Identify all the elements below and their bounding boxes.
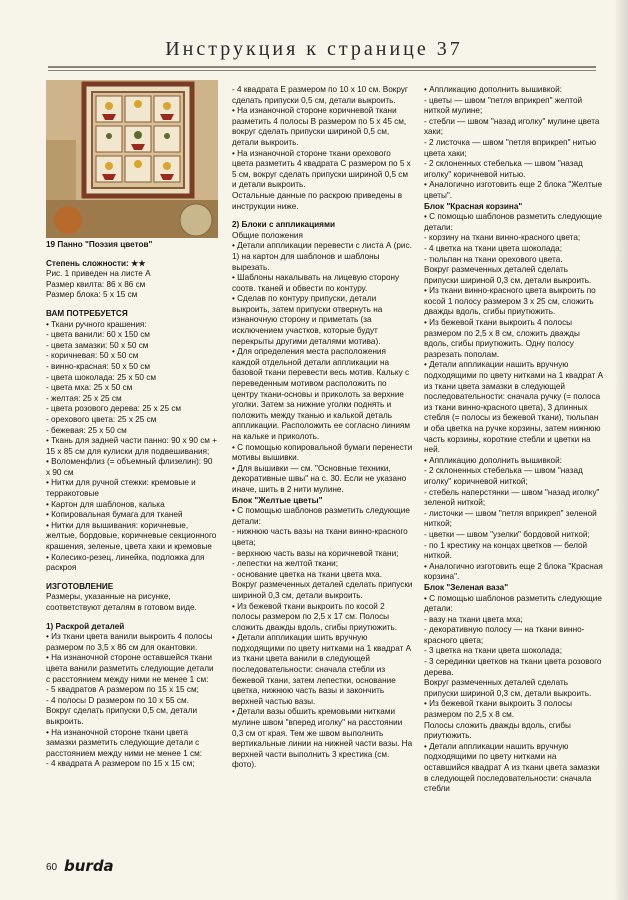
text-line: - желтая: 25 х 25 см — [46, 393, 122, 403]
title-divider — [48, 66, 596, 68]
section-heading: Степень сложности: ★★ — [46, 258, 146, 268]
text-line: • С помощью шаблонов разметить следующие детали: — [232, 506, 410, 526]
text-line: • Аналогично изготовить еще 2 блока "Красная корзина". — [424, 561, 603, 582]
text-line: - 4 квадрата А размером по 15 х 15 см; — [46, 759, 195, 769]
text-line: - винно-красная: 50 х 50 см — [46, 361, 150, 371]
text-line: - стебель наперстянки — швом "назад иголку" зеленой ниткой; — [424, 487, 600, 508]
spacer — [46, 614, 218, 622]
text-line: • Колесико-резец, линейка, подложка для раскроя — [46, 552, 205, 573]
text-line: • Воломенфлиз (= объемный флизелин): 90 х 90 см — [46, 457, 213, 477]
text-line: - цвета мха: 25 х 50 см — [46, 383, 133, 393]
text-line: - 3 цветка на ткани цвета шоколада; — [424, 646, 563, 656]
text-line: • Детали аппликации шить вручную подходящими по цвету нитками на 1 квадрат А из ткани цвета ванили в следующей последовательности: сначала стебли из бежевой ткани, затем лепестки, основание цветка, нижнюю часть вазы и закончить верхней частью вазы. — [232, 633, 412, 706]
text-line: - стебли — швом "назад иголку" мулине цвета хаки; — [424, 116, 600, 137]
text-line: - основание цветка на ткани цвета мха. — [232, 569, 382, 579]
section-heading: ИЗГОТОВЛЕНИЕ — [46, 581, 114, 591]
text-line: • Детали аппликации нашить вручную подходящими по цвету нитками на 1 квадрат А из ткани цвета замазки в следующей последовательности: сначала ручку (= полоса из ткани винно-красного цвета), 3 длинных стебля (= полосы из бежевой ткани), тюльпан и оба цветка на ручке корзины, затем нижнюю часть корзины, короткие стебли и цветки на ней. — [424, 360, 604, 455]
text-line: • Аппликацию дополнить вышивкой: — [424, 85, 562, 94]
text-line: • На изнаночной стороне коричневой ткани разметить 4 полосы В размером по 5 х 45 см, вокруг сделать припуски шириной 0,5 см, детали выкроить. — [232, 106, 407, 147]
text-line: - декоративную полосу — на ткани винно-красного цвета; — [424, 625, 585, 645]
text-line: • На изнаночной стороне оставшейся ткани цвета ванили разметить следующие детали с расстоянием между ними не менее 1 см: — [46, 653, 214, 684]
text-line: • Аналогично изготовить еще 2 блока "Желтые цветы". — [424, 180, 603, 200]
section-heading: 19 Панно "Поэзия цветов" — [46, 240, 153, 249]
text-line: - цвета розового дерева: 25 х 25 см — [46, 404, 182, 414]
section-heading: Блок "Желтые цветы" — [232, 495, 323, 505]
text-line: - 3 серединки цветков на ткани цвета розового дерева. — [424, 657, 602, 677]
text-line: - цветки — швом "узелки" бордовой ниткой; — [424, 529, 590, 539]
text-line: Вокруг размеченных деталей сделать припуски шириной 0,3 см, детали выкроить. — [424, 678, 592, 698]
text-line: • Для определения места расположения каждой отдельной детали аппликации на базовой ткани перевести весь мотив. Кальку с переведенным мотивом расположить по центру ткани-основы и приколоть за верхние уголки. Затем за нижние уголки поднять и положить между тканью и калькой деталь аппликации. Расположить ее согласно линиям на кальке и приколоть. — [232, 347, 410, 441]
text-line: - листочки — швом "петля вприкреп" зеленой ниткой; — [424, 508, 597, 529]
text-line: - 5 квадратов А размером по 15 х 15 см; — [46, 685, 199, 695]
text-line: Размер блока: 5 х 15 см — [46, 290, 138, 300]
text-line: • Сделав по контуру припуски, детали выкроить, затем припуски отвернуть на изнаночную сторону и приметать (за исключением участков, которые будут перекрыты другими деталями мотива). — [232, 294, 383, 346]
column-middle — [232, 85, 414, 771]
text-line: • На изнаночной стороне ткани цвета замазки разметить следующие детали с расстоянием между ними не менее 1 см: — [46, 727, 203, 758]
text-line: - тюльпан на ткани орехового цвета. — [424, 254, 563, 264]
text-line: • С помощью копировальной бумаги перенести мотивы вышивки. — [232, 442, 413, 463]
text-line: Остальные данные по раскрою приведены в инструкции ниже. — [232, 190, 403, 211]
column-right — [424, 85, 604, 795]
text-line: - 2 склоненных стебелька — швом "назад иголку" коричневой ниткой; — [424, 466, 583, 486]
text-line: • Копировальная бумага для тканей — [46, 510, 183, 520]
section-heading: ВАМ ПОТРЕБУЕТСЯ — [46, 308, 128, 318]
quilt-photo-image — [46, 80, 218, 238]
text-line: • Ткань для задней части панно: 90 х 90 см + 15 х 85 см для кулиски для подвешивания; — [46, 436, 217, 456]
section-heading: Блок "Красная корзина" — [424, 201, 523, 211]
text-line: - цветы — швом "петля вприкреп" желтой ниткой мулине; — [424, 95, 583, 116]
text-line: • Детали вазы обшить кремовыми нитками мулине швом "вперед иголку" на расстоянии 0,3 см от края. Тем же швом выполнить вертикальные линии на нижней части вазы. На верхней части выполнить 3 крестика (см. фото). — [232, 707, 413, 770]
text-line: • На изнаночной стороне ткани орехового цвета разметить 4 квадрата С размером по 5 х 5 см, вокруг сделать припуски шириной 0,5 см и детали выкроить. — [232, 148, 411, 190]
text-line: - вазу на ткани цвета мха; — [424, 614, 523, 624]
column-left — [46, 240, 218, 770]
text-line: • С помощью шаблонов разметить следующие детали: — [424, 593, 602, 614]
text-line: - 2 склоненных стебелька — швом "назад иголку" коричневой нитью. — [424, 159, 583, 179]
text-line: • С помощью шаблонов разметить следующие детали: — [424, 212, 602, 232]
section-heading: 1) Раскрой деталей — [46, 621, 125, 631]
text-line: • Из ткани цвета ванили выкроить 4 полосы размером по 3,5 х 86 см для окантовки. — [46, 632, 213, 652]
spacer — [46, 251, 218, 259]
text-line: • Шаблоны накалывать на лицевую сторону соотв. тканей и обвести по контуру. — [232, 273, 400, 293]
text-line: - верхнюю часть вазы на коричневой ткани; — [232, 548, 399, 558]
text-line: • Детали аппликации перевести с листа А (рис. 1) на картон для шаблонов и шаблоны вырезать. — [232, 241, 412, 272]
text-line: • Картон для шаблонов, калька — [46, 499, 165, 509]
text-line: • Аппликацию дополнить вышивкой: — [424, 455, 562, 465]
text-line: - по 1 крестику на концах цветков — белой ниткой. — [424, 540, 588, 561]
text-line: • Для вышивки — см. "Основные техники, декоративные швы" на с. 30. Если не указано иначе, шить в 2 нити мулине. — [232, 463, 407, 494]
text-line: - 4 квадрата Е размером по 10 х 10 см. Вокруг сделать припуски 0,5 см, детали выкроить. — [232, 85, 408, 105]
title-divider-thin — [48, 70, 596, 71]
text-line: Вокруг размеченных деталей сделать припуски шириной 0,3 см, детали выкроить. — [424, 265, 592, 285]
text-line: • Из бежевой ткани выкроить 3 полосы размером по 2,5 х 8 см. — [424, 699, 573, 720]
text-line: • Из бежевой ткани выкроить по косой 2 полосы размером по 2,5 х 17 см. Полосы сложить дважды вдоль, сгибы приутюжить. — [232, 601, 398, 632]
text-line: - цвета шоколада: 25 х 50 см — [46, 372, 156, 382]
page-number: 60 — [46, 862, 58, 873]
text-line: Размер квилта: 86 х 86 см — [46, 279, 146, 289]
text-line: - нижнюю часть вазы на ткани винно-красного цвета; — [232, 527, 408, 547]
text-line: - орехового цвета: 25 х 25 см — [46, 414, 157, 424]
text-line: - коричневая: 50 х 50 см — [46, 351, 139, 361]
text-line: • Нитки для вышивания: коричневые, желтые, бордовые, коричневые секционного крашения, зеленые, цвета хаки и кремовые — [46, 520, 217, 552]
page-fold-shadow — [614, 0, 628, 900]
text-line: Рис. 1 приведен на листе А — [46, 269, 151, 279]
text-line: Размеры, указанные на рисунке, соответствуют деталям в готовом виде. — [46, 592, 197, 612]
text-line: • Нитки для ручной стежки: кремовые и терракотовые — [46, 478, 196, 499]
spacer — [232, 212, 414, 220]
text-line: - 2 листочка — швом "петля вприкреп" нитью цвета хаки; — [424, 137, 597, 158]
text-line: - цвета замазки: 50 х 50 см — [46, 340, 149, 350]
text-line: - бежевая: 25 х 50 см — [46, 425, 127, 435]
text-line: - лепестки на желтой ткани; — [232, 559, 338, 569]
text-line: Полосы сложить дважды вдоль, сгибы приутюжить. — [424, 720, 571, 741]
text-line: - 4 цветка на ткани цвета шоколада; — [424, 243, 563, 253]
text-line: - корзину на ткани винно-красного цвета; — [424, 233, 581, 243]
brand-logo: burda — [64, 857, 114, 875]
text-line: Общие положения — [232, 230, 303, 240]
text-line: Вокруг размеченных деталей сделать припуски шириной 0,3 см, детали выкроить. — [232, 580, 413, 600]
page-title: Инструкция к странице 37 — [165, 38, 463, 60]
text-line: - 4 полосы D размером по 10 х 55 см. — [46, 695, 189, 705]
text-line: • Из бежевой ткани выкроить 4 полосы размером по 2,5 х 8 см, сложить дважды вдоль, сгибы приутюжить. Одну полосу разрезать пополам. — [424, 318, 580, 359]
spacer — [46, 301, 218, 309]
text-line: • Ткани ручного крашения: — [46, 319, 147, 329]
text-line: Вокруг сделать припуски 0,5 см, детали выкроить. — [46, 706, 198, 726]
quilt-photo — [46, 80, 218, 238]
section-heading: 2) Блоки с аппликациями — [232, 220, 336, 230]
section-heading: Блок "Зеленая ваза" — [424, 582, 509, 592]
text-line: • Детали аппликации нашить вручную подходящими по цвету нитками на оставшийся квадрат А из ткани цвета замазки в следующей последовательности: сначала стебли — [424, 741, 600, 794]
text-line: • Из ткани винно-красного цвета выкроить по косой 1 полосу размером 3 х 25 см, сложить дважды вдоль, сгибы приутюжить. — [424, 286, 596, 317]
spacer — [46, 574, 218, 582]
text-line: - цвета ванили: 60 х 150 см — [46, 330, 150, 340]
